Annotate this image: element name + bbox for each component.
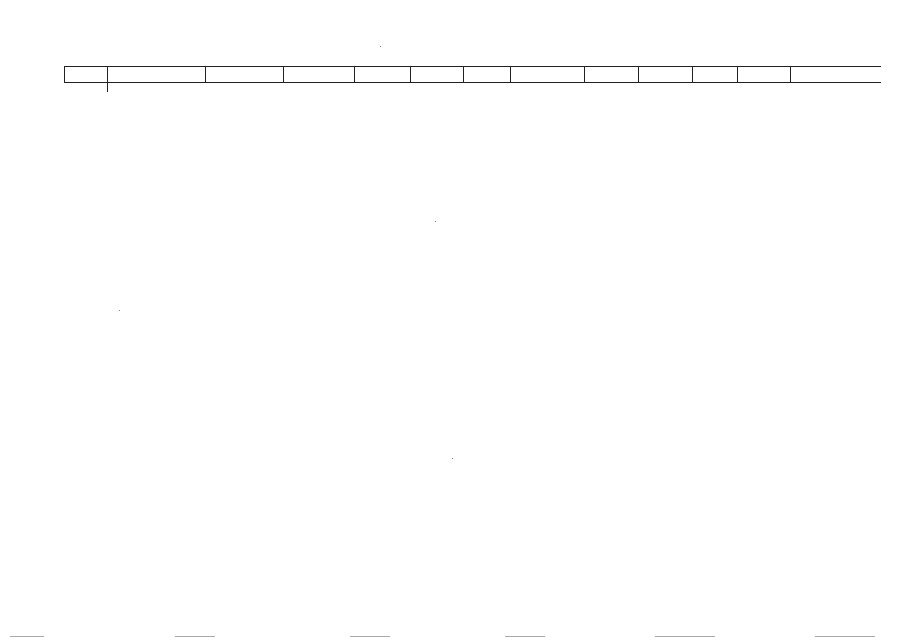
header-divider [354,66,355,82]
scan-speck [435,221,436,222]
header-top-border [64,66,881,67]
header-divider [737,66,738,82]
scan-artifact [175,636,215,637]
scan-speck [380,46,381,47]
header-divider [790,66,791,82]
scan-artifact [350,636,390,637]
scan-speck [452,458,453,459]
header-divider [692,66,693,82]
header-divider [283,66,284,82]
header-divider [107,66,108,92]
header-bottom-border [64,82,881,83]
scan-artifact [815,636,875,637]
header-divider [510,66,511,82]
header-divider [584,66,585,82]
scan-artifact [655,636,715,637]
scan-artifact [505,636,545,637]
header-divider [638,66,639,82]
scan-speck [119,310,120,311]
scan-artifact [10,636,44,637]
header-divider [64,66,65,82]
header-divider [205,66,206,82]
header-divider [410,66,411,82]
header-divider [463,66,464,82]
